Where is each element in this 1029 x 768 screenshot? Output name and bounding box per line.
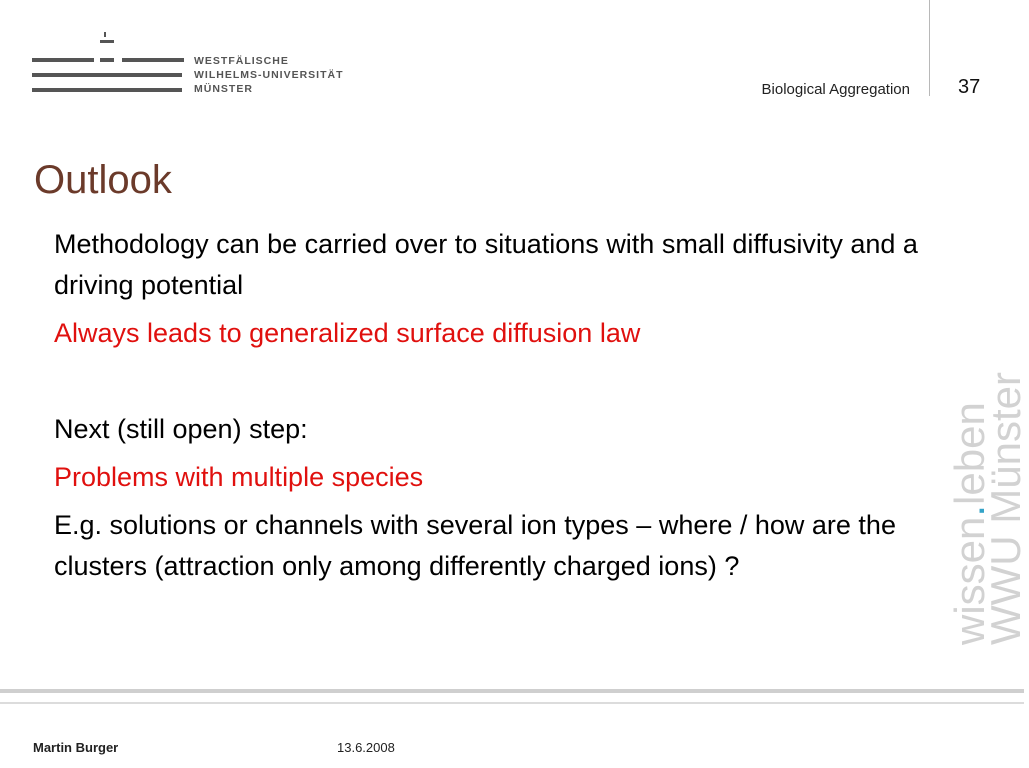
content-paragraph-multiple-species: Problems with multiple species (54, 462, 424, 492)
content-paragraph-surface-diffusion: Always leads to generalized surface diffusion law (54, 318, 641, 348)
watermark-word-leben: leben (946, 402, 993, 505)
header-divider (929, 0, 930, 96)
content-paragraph-methodology: Methodology can be carried over to situations with small diffusivity and a driving potential (54, 229, 918, 300)
content-paragraph-next-step: Next (still open) step: (54, 414, 308, 444)
content-spacer (54, 361, 934, 409)
watermark-line-2: WWU Münster (982, 372, 1029, 645)
footer-date: 13.6.2008 (337, 740, 395, 755)
university-name-line-2: WILHELMS-UNIVERSITÄT (194, 69, 344, 81)
footer-rule-top (0, 689, 1024, 693)
university-logo-mark (32, 28, 184, 98)
wissen-leben-watermark (946, 372, 1029, 645)
slide-content (54, 224, 934, 594)
content-paragraph-ion-types: E.g. solutions or channels with several ion types – where / how are the clusters (attraction only among differently charged ions) ? (54, 510, 896, 581)
presentation-title: Biological Aggregation (761, 81, 910, 98)
university-name-line-3: MÜNSTER (194, 83, 253, 95)
footer-rule-bottom (0, 702, 1024, 704)
university-name-line-1: WESTFÄLISCHE (194, 55, 289, 67)
watermark-word-wissen: wissen (946, 516, 993, 645)
slide-number: 37 (958, 76, 981, 98)
watermark-dot: . (946, 504, 993, 517)
university-logo (32, 28, 344, 98)
university-name (194, 54, 344, 96)
footer-author: Martin Burger (33, 740, 119, 755)
slide-title: Outlook (34, 158, 172, 202)
